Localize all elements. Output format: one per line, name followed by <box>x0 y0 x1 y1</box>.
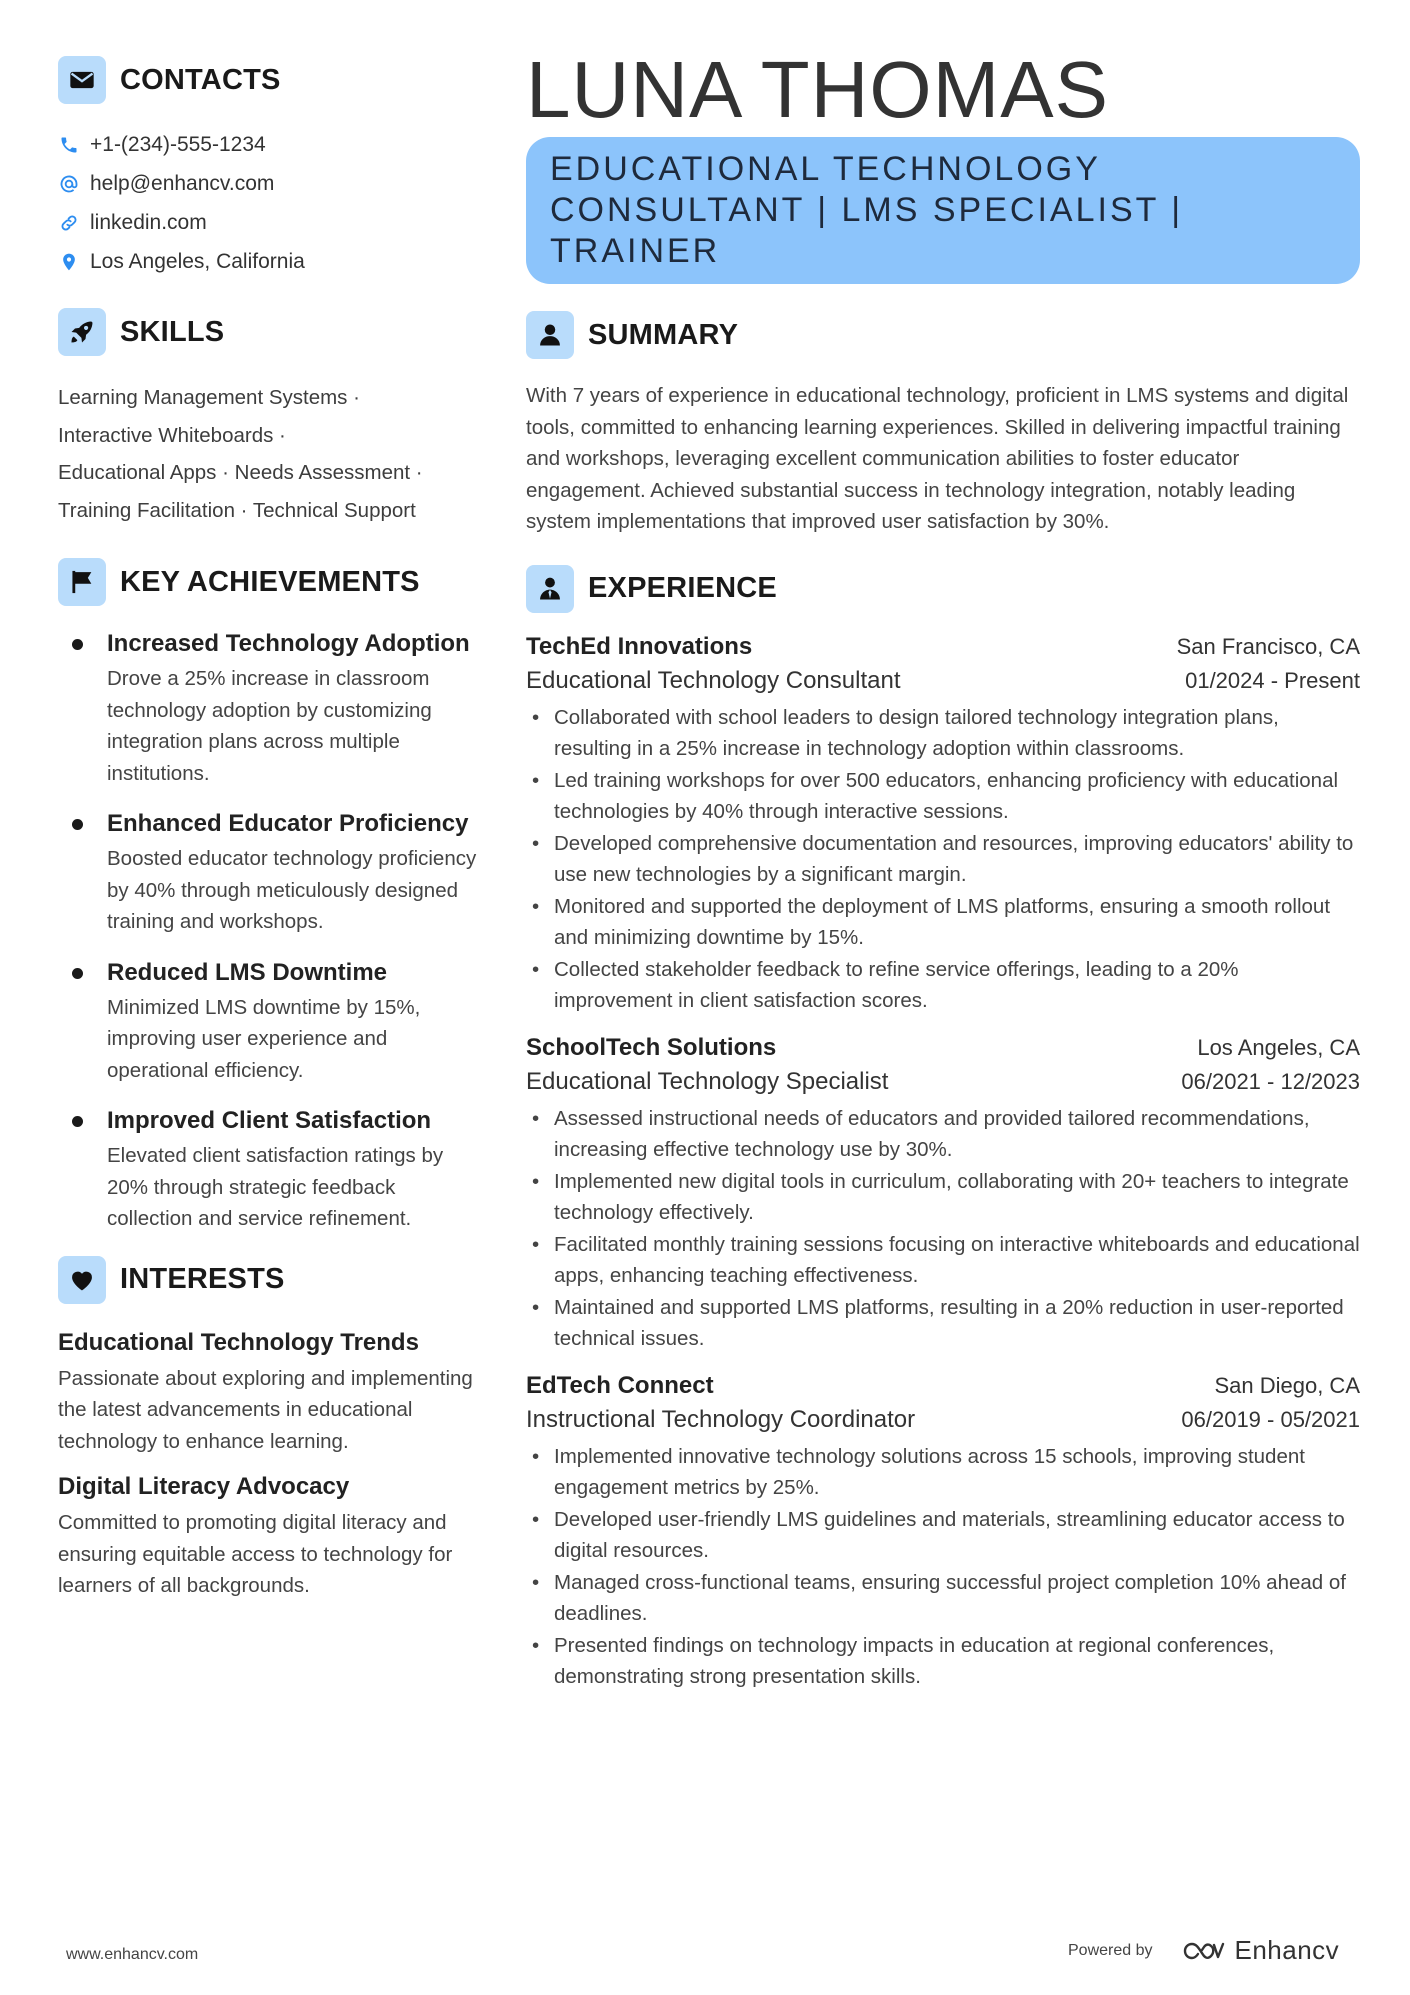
interest-item <box>58 1327 478 1458</box>
job-header-row <box>526 1369 1360 1403</box>
contact-linkedin-text: linkedin.com <box>90 210 207 234</box>
achievement-item <box>58 958 478 1087</box>
skills-list <box>58 379 478 529</box>
skills-line: Interactive Whiteboards · <box>58 423 286 447</box>
achievements-list <box>58 629 478 1235</box>
interests-list <box>58 1327 478 1602</box>
summary-section <box>526 310 1360 538</box>
job-location: San Diego, CA <box>1214 1372 1360 1398</box>
job-entry <box>526 1031 1360 1355</box>
skills-line: Learning Management Systems · <box>58 386 360 409</box>
business-person-icon <box>526 565 574 613</box>
interest-item <box>58 1471 478 1602</box>
job-entry <box>526 630 1360 1017</box>
contact-email-text: help@enhancv.com <box>90 171 275 195</box>
summary-heading: SUMMARY <box>588 318 739 351</box>
job-location: Los Angeles, CA <box>1197 1034 1360 1060</box>
interest-title: Digital Literacy Advocacy <box>58 1473 350 1500</box>
interests-heading: INTERESTS <box>120 1263 285 1295</box>
brand <box>1181 1935 1340 1966</box>
job-bullet: • Managed cross-functional teams, ensuring successful project completion 10% ahead of deadlines. <box>526 1567 1360 1630</box>
job-entry <box>526 1369 1360 1693</box>
bullet-dot-icon <box>72 1116 83 1127</box>
contact-location-text: Los Angeles, California <box>90 249 305 273</box>
achievement-description: Elevated client satisfaction ratings by 20% through strategic feedback collection and service refinement. <box>107 1144 444 1230</box>
job-role: Instructional Technology Coordinator <box>526 1405 916 1433</box>
bullet-dot-icon <box>72 639 83 650</box>
job-bullet: • Maintained and supported LMS platforms, resulting in a 20% reduction in user-reported technical issues. <box>526 1292 1360 1355</box>
job-location: San Francisco, CA <box>1176 633 1360 659</box>
experience-heading: EXPERIENCE <box>588 572 777 604</box>
experience-section <box>526 564 1360 1693</box>
job-bullets <box>526 702 1360 1017</box>
job-dates: 06/2019 - 05/2021 <box>1181 1406 1360 1432</box>
skills-line: Training Facilitation · Technical Support <box>58 498 416 522</box>
heart-icon <box>58 1256 106 1304</box>
job-title-banner <box>526 137 1360 284</box>
user-icon <box>526 311 574 359</box>
phone-icon <box>58 134 80 156</box>
rocket-icon <box>58 308 106 356</box>
contact-phone-text: +1-(234)-555-1234 <box>90 132 266 156</box>
job-bullet: • Implemented innovative technology solutions across 15 schools, improving student engagement metrics by 25%. <box>526 1441 1360 1504</box>
job-bullet: • Monitored and supported the deployment of LMS platforms, ensuring a smooth rollout and minimizing downtime by 15%. <box>526 891 1360 954</box>
job-title-line: CONSULTANT | LMS SPECIALIST | <box>550 191 1184 229</box>
skills-heading: SKILLS <box>120 315 225 348</box>
achievement-title: Reduced LMS Downtime <box>107 958 388 986</box>
contacts-section-header <box>58 55 478 105</box>
interests-section-header <box>58 1255 478 1305</box>
job-dates: 01/2024 - Present <box>1185 667 1360 693</box>
achievement-item <box>58 809 478 938</box>
job-bullet: • Presented findings on technology impacts in education at regional conferences, demonstrating strong presentation skills. <box>526 1630 1360 1693</box>
job-company: TechEd Innovations <box>526 632 753 660</box>
bullet-dot-icon <box>72 968 83 979</box>
interest-description: Committed to promoting digital literacy and ensuring equitable access to technology for learners of all backgrounds. <box>58 1511 453 1597</box>
enhancv-logo-icon <box>1181 1939 1227 1963</box>
job-bullets <box>526 1103 1360 1355</box>
summary-section-header <box>526 310 1360 360</box>
contact-phone[interactable] <box>58 125 478 164</box>
footer-website-link[interactable]: www.enhancv.com <box>66 1946 199 1963</box>
brand-name: Enhancv <box>1234 1935 1340 1965</box>
job-role-row <box>526 1403 1360 1437</box>
job-header-row <box>526 1031 1360 1065</box>
job-bullet: • Facilitated monthly training sessions focusing on interactive whiteboards and educational apps, enhancing teaching effectiveness. <box>526 1229 1360 1292</box>
achievements-section-header <box>58 557 478 607</box>
interest-description: Passionate about exploring and implementing the latest advancements in educational technology to enhance learning. <box>58 1366 473 1453</box>
contact-linkedin[interactable] <box>58 203 478 242</box>
achievement-description: Boosted educator technology proficiency by 40% through meticulously designed training and workshops. <box>107 847 477 933</box>
job-bullet: • Collaborated with school leaders to design tailored technology integration plans, resulting in a 25% increase in technology adoption within classrooms. <box>526 702 1360 765</box>
contact-location <box>58 242 478 281</box>
link-icon <box>58 212 80 234</box>
job-bullet: • Implemented new digital tools in curriculum, collaborating with 20+ teachers to integrate technology effectively. <box>526 1166 1360 1229</box>
job-bullet: • Developed comprehensive documentation and resources, improving educators' ability to use new technologies by a significant margin. <box>526 828 1360 891</box>
contact-list <box>58 125 478 281</box>
left-column <box>58 55 478 1616</box>
skills-line: Educational Apps · Needs Assessment · <box>58 461 423 484</box>
contact-email[interactable] <box>58 164 478 203</box>
job-header-row <box>526 630 1360 664</box>
job-title-line: TRAINER <box>550 232 721 270</box>
job-bullet: • Assessed instructional needs of educators and provided tailored recommendations, increasing effective technology use by 30%. <box>526 1103 1360 1166</box>
job-role-row <box>526 1065 1360 1099</box>
bullet-dot-icon <box>72 819 83 830</box>
achievements-heading: KEY ACHIEVEMENTS <box>120 565 420 598</box>
at-icon <box>58 173 80 195</box>
right-column <box>526 45 1360 1693</box>
contacts-heading: CONTACTS <box>120 63 281 96</box>
achievement-title: Enhanced Educator Proficiency <box>107 810 469 837</box>
job-bullet: • Developed user-friendly LMS guidelines and materials, streamlining educator access to digital resources. <box>526 1504 1360 1567</box>
skills-section-header <box>58 307 478 357</box>
achievement-item <box>58 1106 478 1235</box>
achievement-item <box>58 629 478 789</box>
experience-section-header <box>526 564 1360 614</box>
job-bullet: • Led training workshops for over 500 educators, enhancing proficiency with educational technologies by 40% through interactive sessions. <box>526 765 1360 828</box>
candidate-name: LUNA THOMAS <box>526 45 1109 134</box>
job-company: EdTech Connect <box>526 1371 714 1399</box>
achievement-title: Improved Client Satisfaction <box>107 1107 432 1134</box>
achievement-title: Increased Technology Adoption <box>107 630 470 657</box>
job-role: Educational Technology Specialist <box>526 1067 889 1095</box>
achievement-description: Drove a 25% increase in classroom technology adoption by customizing integration plans across multiple institutions. <box>107 667 432 785</box>
summary-text: With 7 years of experience in educational technology, proficient in LMS systems and digital tools, committed to enhancing learning experiences. Skilled in delivering impactful training and workshops, leveraging excellent communication abilities to foster educator engagement. Achieved substantial success in technology integration, notably leading system implementations that improved user satisfaction by 30%. <box>526 384 1349 533</box>
location-pin-icon <box>58 251 80 273</box>
job-role-row <box>526 664 1360 698</box>
job-bullets <box>526 1441 1360 1693</box>
achievement-description: Minimized LMS downtime by 15%, improving user experience and operational efficiency. <box>107 995 421 1082</box>
envelope-icon <box>58 56 106 104</box>
job-company: SchoolTech Solutions <box>526 1033 777 1061</box>
interest-title: Educational Technology Trends <box>58 1328 419 1356</box>
job-bullet: • Collected stakeholder feedback to refine service offerings, leading to a 20% improvement in client satisfaction scores. <box>526 954 1360 1017</box>
footer-branding[interactable] <box>1068 1935 1339 1966</box>
job-title-line: EDUCATIONAL TECHNOLOGY <box>550 150 1101 188</box>
flag-icon <box>58 558 106 606</box>
job-role: Educational Technology Consultant <box>526 666 901 694</box>
job-dates: 06/2021 - 12/2023 <box>1181 1068 1360 1094</box>
powered-by-label: Powered by <box>1068 1941 1153 1959</box>
